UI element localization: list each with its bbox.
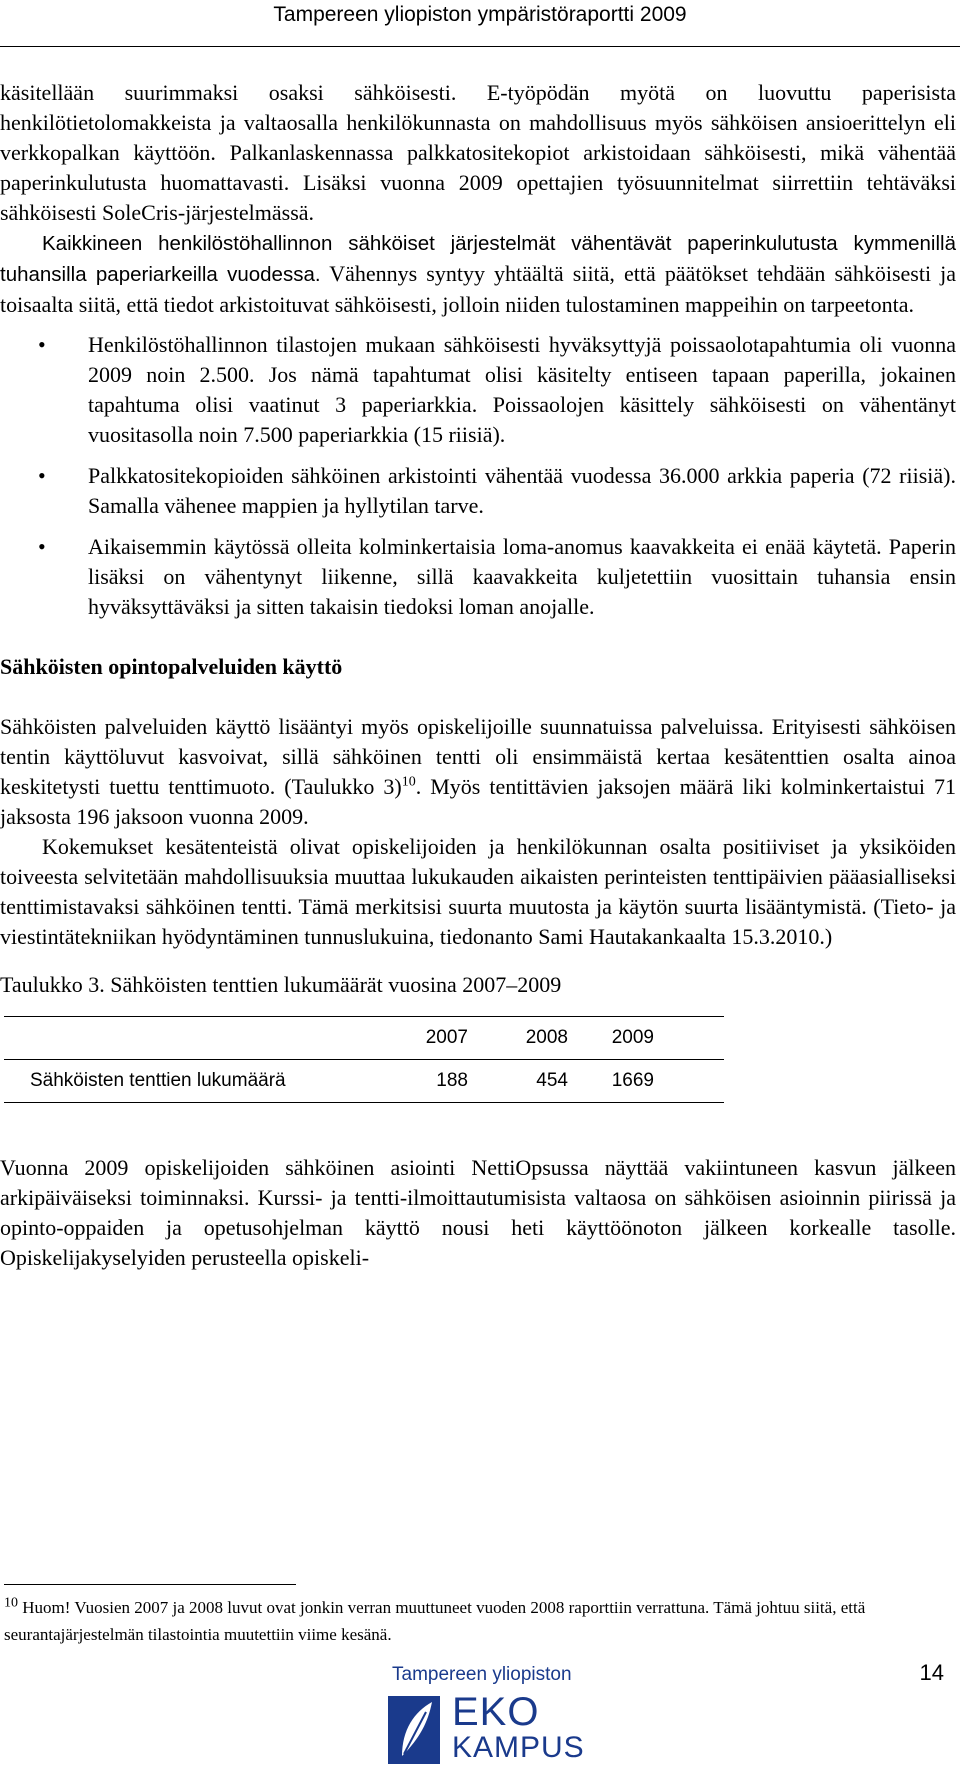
bullet-icon: • xyxy=(38,534,46,559)
page-header: Tampereen yliopiston ympäristöraportti 2009 xyxy=(273,3,687,26)
eko-kampus-logo xyxy=(340,1662,600,1766)
paragraph-3-part-b: . Myös tentittävien jaksojen määrä liki kolminkertaistui 71 jaksosta 196 jaksoon vuonna 2009. xyxy=(0,774,956,829)
list-item xyxy=(0,461,956,521)
table-spacer-cell xyxy=(654,1017,724,1059)
bullet-text: Aikaisemmin käytössä olleita kolminkertaisia loma-anomus kaavakkeita ei enää käytetä. Paperin lisäksi on vähentynyt liikenne, sillä kaavakkeita kuljetettiin vuosittain tuhansia ensin hyväksyttäväksi ja sitten takaisin tiedoksi loman anojalle. xyxy=(88,534,956,619)
table-header-cell: 2008 xyxy=(525,1027,568,1048)
footnote-text: Huom! Vuosien 2007 ja 2008 luvut ovat jonkin verran muuttuneet vuoden 2008 raporttiin verrattuna. Tämä johtuu siitä, että seurantajärjestelmän tilastointia muutettiin viime kesänä. xyxy=(4,1598,866,1644)
paragraph-5: Vuonna 2009 opiskelijoiden sähköinen asiointi NettiOpsussa näyttää vakiintuneen kasvun jälkeen arkipäiväiseksi toiminnaksi. Kurssi- ja tentti-ilmoittautumisista valtaosa on sähköisen asioinnin piirissä ja opinto-oppaiden ja opetusohjelman käyttö nousi heti käyttöönoton jälkeen korkealle tasolle. Opiskelijakyselyiden perusteella opiskeli- xyxy=(0,1155,956,1270)
footnote-reference: 10 xyxy=(401,774,416,790)
paragraph-2 xyxy=(0,228,956,320)
section-heading: Sähköisten opintopalveluiden käyttö xyxy=(0,654,343,679)
data-table-body xyxy=(4,1060,724,1102)
paragraph-2-part-b: Vähennys syntyy yhtäältä siitä, että päätökset tehdään sähköisesti ja toisaalta siitä, että tiedot arkistoituvat sähköisesti, jolloin niiden tulostaminen mappeihin on tarpeetonta. xyxy=(0,261,957,317)
table-header-cell: 2009 xyxy=(611,1027,654,1048)
bullet-icon: • xyxy=(38,332,46,357)
list-item xyxy=(0,330,956,450)
table-cell: 1669 xyxy=(611,1070,654,1091)
paragraph-3-part-a: Sähköisten palveluiden käyttö lisääntyi myös opiskelijoille suunnatuissa palveluissa. Erityisesti sähköisen tentin käyttöluvut kasvoivat, sillä sähköinen tentti oli ensimmäistä kertaa kesätenttien osalta ainoa keskitetysti tuettu tenttimuoto. (Taulukko 3) xyxy=(0,714,956,799)
table-row xyxy=(4,1060,724,1102)
footnote xyxy=(4,1594,952,1648)
footnote-rule xyxy=(4,1584,296,1585)
paragraph-4: Kokemukset kesätenteistä olivat opiskelijoiden ja henkilökunnan osalta positiiviset ja yksiköiden toiveesta selvitetään mahdollisuuksia muuttaa lukukauden aikaisten perinteisten tenttipäivien pääasialliseksi tenttimistavaksi sähköinen tentti. Tämä merkitsisi suurta muutosta ja käytön suurta lisääntymistä. (Tieto- ja viestintätekniikan hyödyntäminen tunnuslukuina, tiedonanto Sami Hautakankaalta 15.3.2010.) xyxy=(0,834,956,949)
bullet-text: Palkkatositekopioiden sähköinen arkistointi vähentää vuodessa 36.000 arkkia paperia (72 riisiä). Samalla vähenee mappien ja hyllytilan tarve. xyxy=(88,463,956,518)
table-cell: 188 xyxy=(436,1070,468,1091)
table-caption: Taulukko 3. Sähköisten tenttien lukumäärät vuosina 2007–2009 xyxy=(0,972,562,997)
main-content xyxy=(0,78,956,1273)
bullet-list xyxy=(0,330,956,622)
page-number: 14 xyxy=(919,1660,944,1685)
table-spacer-cell xyxy=(654,1060,724,1102)
table-cell: Sähköisten tenttien lukumäärä xyxy=(30,1070,286,1091)
bullet-text: Henkilöstöhallinnon tilastojen mukaan sähköisesti hyväksyttyjä poissaolotapahtumia oli vuonna 2009 noin 2.500. Jos nämä tapahtumat olisi käsitelty entiseen tapaan paperilla, jokainen tapahtuma olisi vaatinut 3 paperiarkkia. Poissaolojen käsittely sähköisesti on vähentänyt vuositasolla noin 7.500 paperiarkkia (15 riisiä). xyxy=(88,332,956,447)
table-header-cell: 2007 xyxy=(425,1027,468,1048)
logo-kampus-text: KAMPUS xyxy=(452,1731,585,1764)
logo-eko-text: EKO xyxy=(452,1690,540,1734)
bullet-icon: • xyxy=(38,463,46,488)
list-item xyxy=(0,532,956,622)
logo-university-name: Tampereen yliopiston xyxy=(392,1664,572,1685)
leaf-icon xyxy=(388,1696,440,1764)
footnote-number: 10 xyxy=(4,1595,18,1611)
header-rule xyxy=(0,46,960,47)
paragraph-2-part-a: Kaikkineen henkilöstöhallinnon sähköiset järjestelmät vähentävät paperinkulutusta kymmenillä tuhansilla paperiarkeilla vuodessa. xyxy=(0,232,956,286)
table-header-row xyxy=(4,1017,724,1059)
table-cell: 454 xyxy=(536,1070,568,1091)
table-header-cell xyxy=(4,1017,360,1059)
data-table-wrapper xyxy=(4,1016,724,1103)
paragraph-1: käsitellään suurimmaksi osaksi sähköisesti. E-työpödän myötä on luovuttu paperisista henkilötietolomakkeista ja valtaosalla henkilökunnasta on mahdollisuus myös sähköisen ansioerittelyn eli verkkopalkan käyttöön. Palkanlaskennassa palkkatositekopiot arkistoidaan sähköisesti, mikä vähentää paperinkulutusta huomattavasti. Lisäksi vuonna 2009 opettajien työsuunnitelmat siirrettiin tehtäväksi sähköisesti SoleCris-järjestelmässä. xyxy=(0,80,956,225)
paragraph-3 xyxy=(0,712,956,832)
data-table xyxy=(4,1017,724,1059)
table-bottom-rule xyxy=(4,1102,724,1103)
